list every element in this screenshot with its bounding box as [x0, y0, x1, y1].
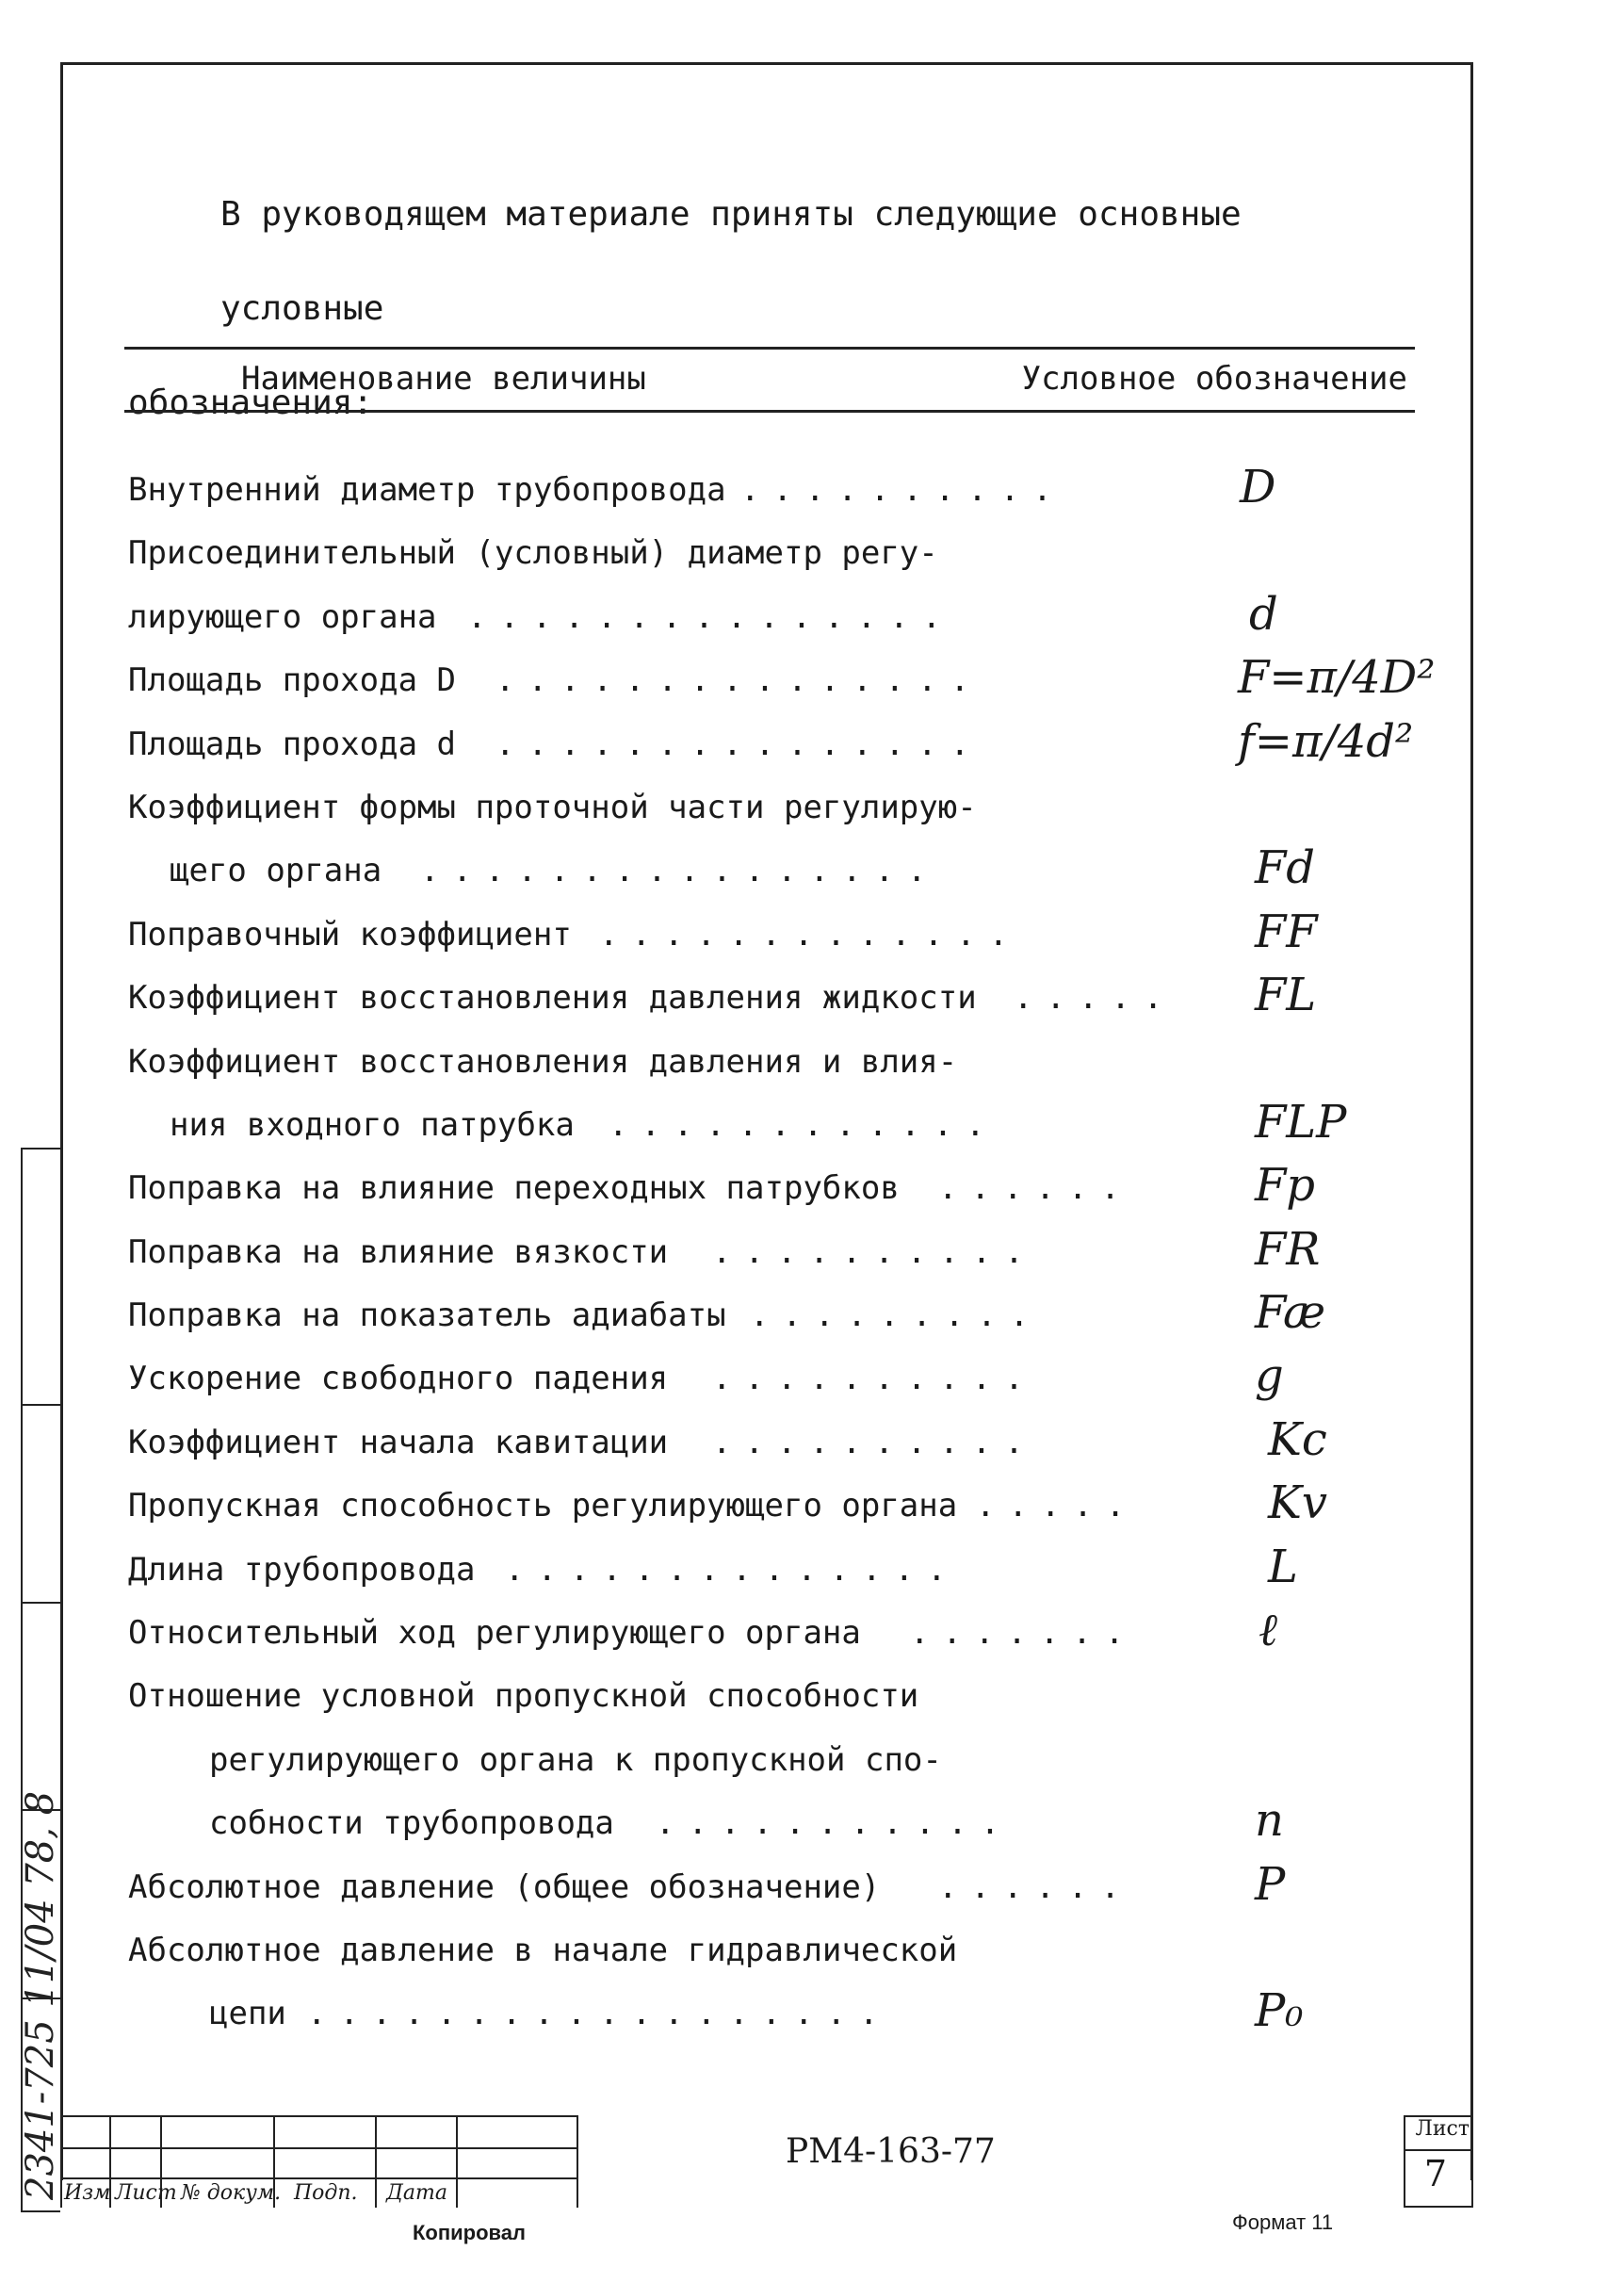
row-text: Коэффициент формы проточной части регулирую- — [128, 788, 977, 826]
intro-line-2: обозначения: — [128, 383, 374, 422]
row-symbol: FR — [1255, 1222, 1321, 1276]
header-name-column: Наименование величины — [241, 360, 646, 398]
row-text: регулирующего органа к пропускной спо- — [209, 1740, 942, 1779]
row-text: Поправочный коэффициент — [128, 915, 572, 954]
row-symbol: Fæ — [1255, 1286, 1326, 1340]
row-text: Площадь прохода d — [128, 725, 456, 763]
list-item — [128, 458, 1428, 521]
leader-dots: ......... — [750, 1296, 1043, 1335]
row-text: Коэффициент восстановления давления жидкости — [128, 979, 977, 1018]
row-text: Поправка на влияние переходных патрубков — [128, 1169, 900, 1208]
stamp-col-date: Дата — [386, 2181, 447, 2205]
row-text: Коэффициент начала кавитации — [128, 1423, 669, 1461]
list-item — [128, 1664, 1428, 1727]
title-block — [60, 2115, 1473, 2208]
leader-dots: ............. — [599, 915, 1022, 954]
leader-dots: ...... — [938, 1169, 1133, 1208]
list-item — [128, 648, 1436, 711]
row-text: Абсолютное давление в начале гидравлической — [128, 1931, 958, 1969]
leader-dots: ........... — [656, 1804, 1014, 1843]
list-item — [128, 1346, 1428, 1410]
sheet-number: 7 — [1423, 2153, 1447, 2194]
row-symbol: Fd — [1255, 841, 1316, 895]
list-item — [128, 1538, 1428, 1601]
list-item — [128, 1283, 1428, 1346]
list-item — [128, 903, 1428, 966]
list-item — [128, 1918, 1428, 1981]
margin-inventory-note: 2341-725 11/04 78, 8 — [19, 1790, 62, 2200]
row-symbol: F=π/4D² — [1238, 651, 1436, 705]
leader-dots: ............... — [467, 597, 955, 636]
intro-line-1: В руководящем материале приняты следующие основные условные — [220, 195, 1242, 328]
row-text: щего органа — [170, 852, 382, 890]
leader-dots: ............... — [495, 725, 983, 763]
row-symbol: g — [1255, 1349, 1284, 1403]
row-text: Площадь прохода D — [128, 661, 456, 700]
leader-dots: ...... — [938, 1867, 1133, 1906]
row-symbol: L — [1268, 1540, 1298, 1593]
list-item — [128, 1156, 1428, 1219]
list-item — [128, 1220, 1428, 1283]
row-symbol: FLP — [1255, 1095, 1347, 1149]
list-item — [128, 1093, 1428, 1156]
intro-paragraph — [128, 168, 1409, 450]
list-item — [128, 1981, 1428, 2045]
list-item — [128, 1855, 1428, 1918]
list-item — [128, 1474, 1428, 1537]
leader-dots: .......... — [712, 1360, 1037, 1398]
list-item — [128, 1411, 1428, 1474]
sheet-label: Лист — [1415, 2117, 1470, 2141]
row-symbol: Kc — [1268, 1412, 1327, 1466]
row-text: ния входного патрубка — [170, 1105, 575, 1144]
leader-dots: ............... — [495, 661, 983, 700]
leader-dots: .......... — [712, 1232, 1037, 1271]
row-text: лирующего органа — [128, 597, 437, 636]
row-text: Отношение условной пропускной способности — [128, 1677, 919, 1716]
row-text: Относительный ход регулирующего органа — [128, 1614, 861, 1653]
list-item — [128, 1728, 1428, 1791]
row-text: Коэффициент восстановления давления и влия- — [128, 1042, 958, 1081]
table-top-rule — [124, 347, 1415, 350]
leader-dots: .......... — [740, 471, 1065, 509]
header-symbol-column: Условное обозначение — [1021, 360, 1407, 398]
list-item — [128, 775, 1428, 839]
row-text: Присоединительный (условный) диаметр регу- — [128, 534, 938, 573]
row-symbol: D — [1240, 461, 1276, 514]
table-header-rule — [124, 410, 1415, 413]
leader-dots: .............. — [505, 1550, 960, 1589]
row-text: Поправка на показатель адиабаты — [128, 1296, 726, 1335]
document-number: РМ4-163-77 — [786, 2132, 996, 2171]
copied-by-label: Копировал — [413, 2221, 527, 2244]
list-item — [128, 1030, 1428, 1093]
leader-dots: ..... — [976, 1487, 1139, 1525]
table-header — [124, 351, 1415, 407]
row-symbol: ℓ — [1259, 1604, 1277, 1657]
row-symbol: P — [1255, 1857, 1286, 1911]
leader-dots: .......... — [712, 1423, 1037, 1461]
row-text: Пропускная способность регулирующего органа — [128, 1487, 958, 1525]
leader-dots: .................. — [307, 1995, 892, 2033]
leader-dots: ................ — [420, 852, 940, 890]
row-text: Ускорение свободного падения — [128, 1360, 669, 1398]
list-item — [128, 521, 1428, 584]
list-item — [128, 712, 1428, 775]
format-label: Формат 11 — [1232, 2210, 1334, 2234]
row-text: Внутренний диаметр трубопровода — [128, 471, 726, 509]
row-symbol: FL — [1255, 969, 1317, 1022]
stamp-col-izm: Изм — [64, 2181, 111, 2205]
stamp-col-sign: Подп. — [294, 2181, 358, 2205]
row-symbol: f=π/4d² — [1238, 714, 1414, 768]
row-symbol: P₀ — [1255, 1984, 1304, 2038]
row-symbol: n — [1255, 1794, 1284, 1848]
row-text: Длина трубопровода — [128, 1550, 476, 1589]
row-text: Поправка на влияние вязкости — [128, 1232, 669, 1271]
list-item — [128, 1791, 1428, 1854]
row-symbol: d — [1249, 587, 1278, 641]
row-symbol: FF — [1255, 905, 1318, 958]
row-symbol: Fp — [1255, 1159, 1316, 1213]
stamp-col-docnum: № докум. — [181, 2181, 282, 2205]
list-item — [128, 1601, 1428, 1664]
leader-dots: ............ — [609, 1105, 999, 1144]
list-item — [128, 966, 1428, 1029]
row-text: цепи — [209, 1995, 286, 2033]
list-item — [128, 839, 1428, 902]
row-text: Абсолютное давление (общее обозначение) — [128, 1867, 881, 1906]
stamp-col-list: Лист — [115, 2181, 177, 2205]
list-item — [128, 585, 1428, 648]
leader-dots: ....... — [910, 1614, 1138, 1653]
notation-list — [128, 458, 1436, 2046]
leader-dots: ..... — [1014, 979, 1177, 1018]
row-text: собности трубопровода — [209, 1804, 614, 1843]
row-symbol: Kv — [1268, 1476, 1327, 1530]
